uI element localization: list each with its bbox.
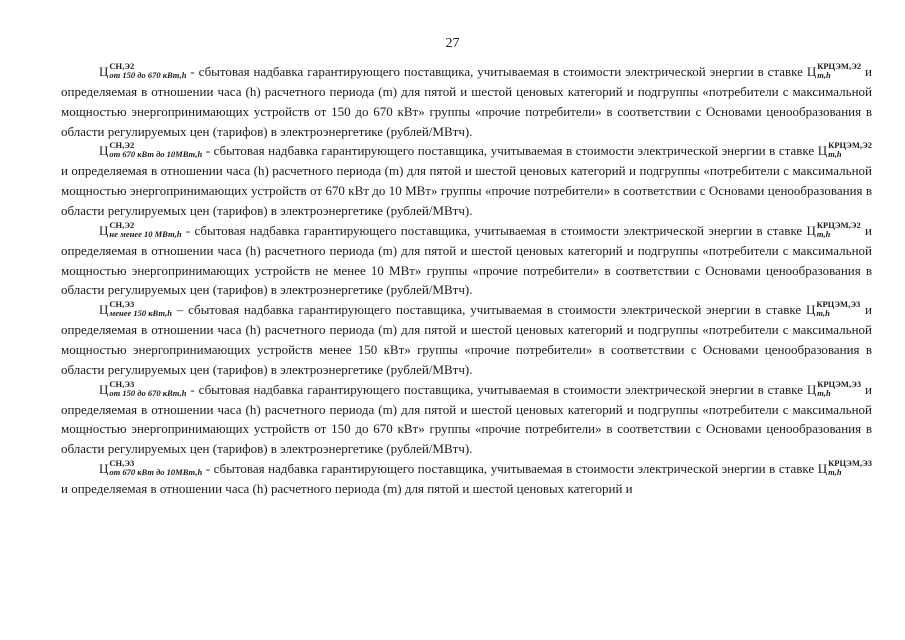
symbol-superscript: СН,Э3: [109, 458, 135, 469]
definition-lead: - сбытовая надбавка гарантирующего поставщика, учитываемая в стоимости электрической энергии в ставке: [202, 143, 818, 159]
rate-symbol: [818, 141, 872, 161]
definition-lead: - сбытовая надбавка гарантирующего поставщика, учитываемая в стоимости электрической энергии в ставке: [186, 381, 807, 397]
symbol-base: Ц: [99, 222, 109, 238]
definition-lead: - сбытовая надбавка гарантирующего поставщика, учитываемая в стоимости электрической энергии в ставке: [202, 461, 818, 477]
defined-symbol: [99, 221, 182, 241]
definition-rest: и определяемая в отношении часа (h) расчетного периода (m) для пятой и шестой ценовых категорий и подгруппы «потребители с максимальной мощностью энергопринимающих устройств от 150 до 670 кВт» группы «прочие потребители» в соответствии с Основами ценообразования в области регулируемых цен (тарифов) в электроэнергетике (рублей/МВтч).: [61, 381, 872, 457]
symbol-indices: [109, 62, 186, 80]
definition-rest: и определяемая в отношении часа (h) расчетного периода (m) для пятой и шестой ценовых категорий и подгруппы «потребители с максимальной мощностью энергопринимающих устройств от 150 до 670 кВт» группы «прочие потребители» в соответствии с Основами ценообразования в области регулируемых цен (тарифов) в электроэнергетике (рублей/МВтч).: [61, 64, 872, 139]
symbol-indices: [828, 141, 872, 159]
symbol-superscript: СН,Э3: [109, 378, 135, 389]
symbol-base: Ц: [806, 64, 817, 79]
symbol-base: Ц: [817, 143, 828, 159]
symbol-subscript: m,h: [828, 149, 842, 160]
symbol-superscript: КРЦЭМ,Э2: [828, 140, 872, 151]
symbol-indices: [109, 380, 186, 398]
symbol-base: Ц: [99, 64, 109, 79]
symbol-indices: [816, 300, 860, 318]
symbol-superscript: СН,Э2: [109, 219, 135, 230]
symbol-base: Ц: [99, 461, 109, 477]
symbol-subscript: m,h: [828, 467, 842, 478]
defined-symbol: [99, 459, 202, 479]
defined-symbol: [99, 141, 202, 161]
symbol-superscript: СН,Э2: [109, 61, 135, 72]
definition-paragraph: [61, 221, 872, 300]
symbol-indices: [109, 459, 202, 477]
definition-rest: и определяемая в отношении часа (h) расчетного периода (m) для пятой и шестой ценовых категорий и подгруппы «потребители с максимальной мощностью энергопринимающих устройств от 670 кВт до 10 МВт» группы «прочие потребители» в соответствии с Основами ценообразования в области регулируемых цен (тарифов) в электроэнергетике (рублей/МВтч).: [61, 163, 872, 219]
symbol-indices: [109, 300, 172, 318]
symbol-indices: [828, 459, 872, 477]
rate-symbol: [806, 221, 860, 241]
symbol-indices: [817, 62, 861, 80]
symbol-subscript: от 670 кВт до 10МВт,h: [109, 149, 203, 160]
document-body: [61, 62, 872, 499]
symbol-base: Ц: [805, 302, 816, 318]
symbol-base: Ц: [806, 222, 816, 238]
symbol-indices: [109, 221, 181, 239]
defined-symbol: [99, 300, 172, 320]
symbol-superscript: СН,Э3: [109, 299, 135, 310]
definition-paragraph: [61, 141, 872, 220]
symbol-superscript: КРЦЭМ,Э3: [828, 458, 872, 469]
definition-paragraph: [61, 62, 872, 141]
definition-lead: - сбытовая надбавка гарантирующего поставщика, учитываемая в стоимости электрической энергии в ставке: [181, 222, 807, 238]
definition-paragraph: [61, 459, 872, 499]
symbol-base: Ц: [99, 302, 109, 318]
definition-rest: и определяемая в отношении часа (h) расчетного периода (m) для пятой и шестой ценовых категорий и: [61, 481, 633, 497]
symbol-base: Ц: [817, 461, 828, 477]
symbol-indices: [817, 221, 861, 239]
rate-symbol: [807, 62, 861, 82]
symbol-subscript: не менее 10 МВт,h: [109, 228, 182, 239]
rate-symbol: [806, 300, 860, 320]
definition-lead: – сбытовая надбавка гарантирующего поставщика, учитываемая в стоимости электрической энергии в ставке: [172, 302, 806, 318]
definition-rest: и определяемая в отношении часа (h) расчетного периода (m) для пятой и шестой ценовых категорий и подгруппы «потребители с максимальной мощностью энергопринимающих устройств не менее 10 МВт» группы «прочие потребители» в соответствии с Основами ценообразования в области регулируемых цен (тарифов) в электроэнергетике (рублей/МВтч).: [61, 222, 872, 298]
symbol-subscript: от 150 до 670 кВт,h: [109, 70, 187, 81]
symbol-subscript: m,h: [816, 228, 831, 239]
symbol-superscript: КРЦЭМ,Э2: [817, 61, 862, 72]
symbol-base: Ц: [99, 143, 109, 159]
symbol-superscript: КРЦЭМ,Э2: [816, 219, 861, 230]
defined-symbol: [99, 380, 186, 400]
defined-symbol: [99, 62, 186, 82]
symbol-indices: [109, 141, 202, 159]
symbol-subscript: менее 150 кВт,h: [109, 308, 173, 319]
symbol-subscript: m,h: [817, 387, 831, 398]
definition-lead: - сбытовая надбавка гарантирующего поставщика, учитываемая в стоимости электрической энергии в ставке: [186, 64, 807, 79]
symbol-indices: [817, 380, 861, 398]
symbol-subscript: от 670 кВт до 10МВт,h: [109, 467, 203, 478]
symbol-base: Ц: [99, 381, 109, 397]
symbol-superscript: КРЦЭМ,Э3: [817, 378, 862, 389]
symbol-subscript: m,h: [816, 308, 830, 319]
definition-rest: и определяемая в отношении часа (h) расчетного периода (m) для пятой и шестой ценовых категорий и подгруппы «потребители с максимальной мощностью энергопринимающих устройств менее 150 кВт» группы «прочие потребители» в соответствии с Основами ценообразования в области регулируемых цен (тарифов) в электроэнергетике (рублей/МВтч).: [61, 302, 872, 377]
definition-paragraph: [61, 380, 872, 459]
page-number: 27: [445, 36, 460, 51]
rate-symbol: [818, 459, 872, 479]
symbol-subscript: от 150 до 670 кВт,h: [109, 387, 187, 398]
rate-symbol: [807, 380, 861, 400]
symbol-subscript: m,h: [817, 70, 831, 81]
symbol-superscript: КРЦЭМ,Э3: [816, 299, 861, 310]
symbol-base: Ц: [806, 381, 817, 397]
symbol-superscript: СН,Э2: [109, 140, 135, 151]
definition-paragraph: [61, 300, 872, 379]
